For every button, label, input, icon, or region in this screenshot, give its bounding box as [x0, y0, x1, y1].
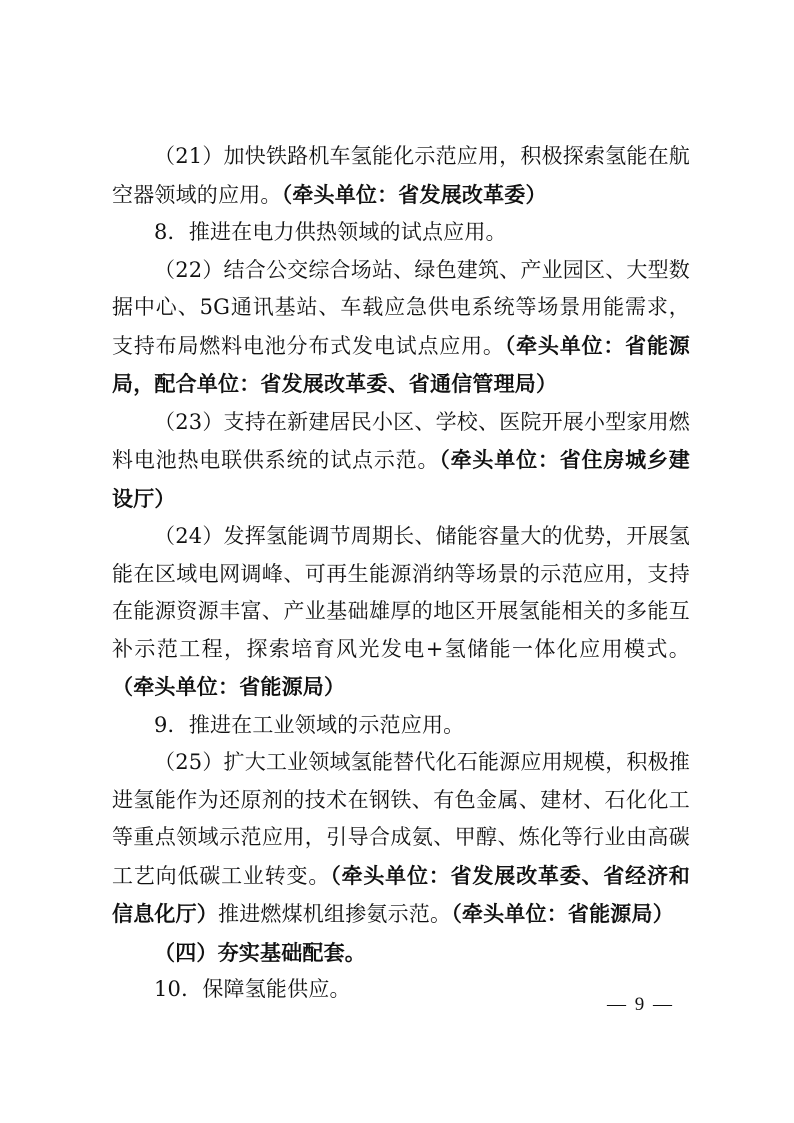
section-10-heading: 10．保障氢能供应。	[154, 977, 351, 1001]
item-24-lead-unit: （牵头单位：省能源局）	[112, 674, 346, 699]
item-23-lead-unit: （牵头单位：省住房城乡建设厅）	[112, 447, 691, 511]
page-number: — 9 —	[607, 994, 674, 1015]
item-21-text: （21）加快铁路机车氢能化示范应用，积极探索氢能在航空器领域的应用。	[112, 144, 690, 207]
item-24	[112, 518, 690, 707]
document-body	[112, 138, 690, 1009]
section-8-heading: 8．推进在电力供热领域的试点应用。	[154, 220, 507, 244]
item-22	[112, 252, 690, 404]
item-25-text-1: （25）扩大工业领域氢能替代化石能源应用规模，积极推进氢能作为还原剂的技术在钢铁、有色金属、建材、石化化工等重点领域示范应用，引导合成氨、甲醇、炼化等行业由高碳工艺向低碳工业转变。	[112, 750, 690, 888]
section-9-heading: 9．推进在工业领域的示范应用。	[154, 712, 465, 737]
item-21-lead-unit: （牵头单位：省发展改革委）	[281, 181, 547, 207]
item-25-lead-unit-2: （牵头单位：省能源局）	[451, 901, 674, 926]
item-21	[112, 138, 690, 214]
item-23	[112, 404, 690, 519]
item-22-text: （22）结合公交综合场站、绿色建筑、产业园区、大型数据中心、5G通讯基站、车载应急供电系统等场景用能需求，支持布局燃料电池分布式发电试点应用。	[112, 257, 690, 358]
item-22-lead-unit: （牵头单位：省能源局，配合单位：省发展改革委、省通信管理局）	[112, 332, 690, 396]
item-25	[112, 744, 690, 934]
item-25-text-2: 推进燃煤机组掺氨示范。	[218, 902, 452, 926]
item-25-lead-unit-1: （牵头单位：省发展改革委、省经济和信息化厅）	[112, 862, 691, 926]
item-23-text: （23）支持在新建居民小区、学校、医院开展小型家用燃料电池热电联供系统的试点示范。	[112, 409, 690, 472]
section-4-heading: （四）夯实基础配套。	[154, 939, 366, 965]
item-24-text: （24）发挥氢能调节周期长、储能容量大的优势，开展氢能在区域电网调峰、可再生能源消纳等场景的示范应用，支持在能源资源丰富、产业基础雄厚的地区开展氢能相关的多能互补示范工程，探索培育风光发电+氢储能一体化应用模式。	[112, 524, 690, 661]
